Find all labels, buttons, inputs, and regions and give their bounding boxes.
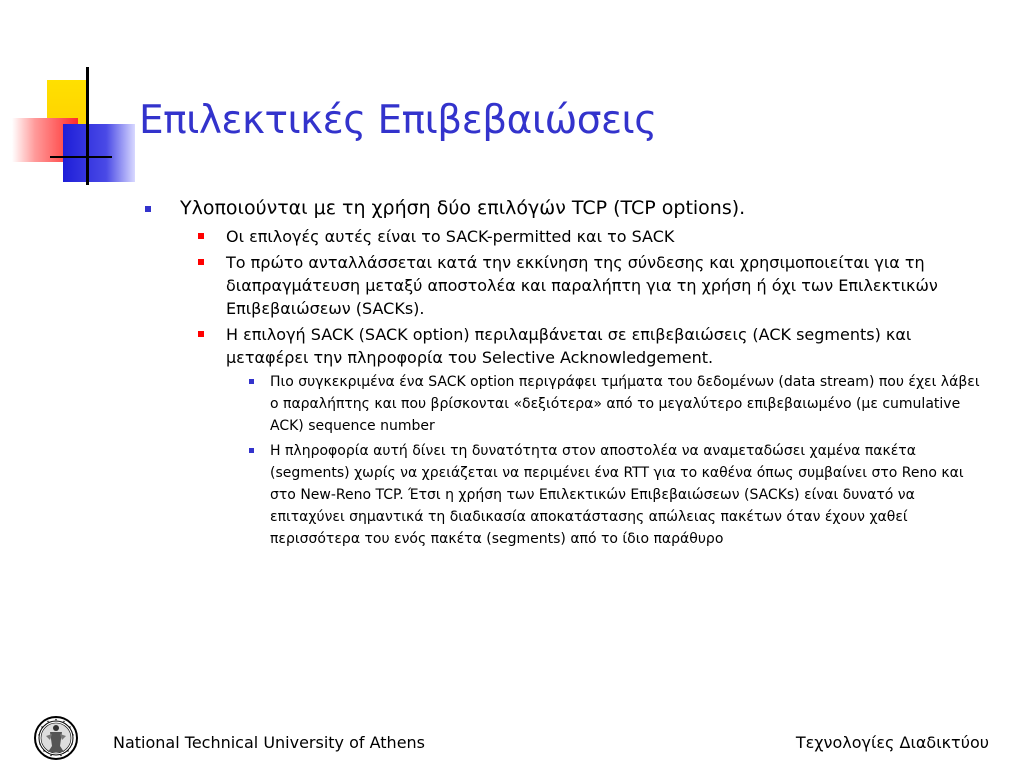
vertical-rule	[86, 67, 89, 185]
bullet-level3	[270, 371, 985, 437]
bullet-square-icon	[198, 259, 204, 265]
ntua-seal-icon	[34, 716, 78, 760]
bullet-level2	[226, 225, 976, 248]
bullet-text: Η πληροφορία αυτή δίνει τη δυνατότητα στον αποστολέα να αναμεταδώσει χαμένα πακέτα (segments) χωρίς να χρειάζεται να περιμένει ένα RTT για το καθένα όπως συμβαίνει στο Reno και στο New-Reno TCP. Έτσι η χρήση των Επιλεκτικών Επιβεβαιώσεων (SACKs) είναι δυνατό να επιταχύνει σημαντικά τη διαδικασία αποκατάστασης απώλειας πακέτων όταν έχουν χαθεί περισσότερα του ενός πακέτα (segments) από το ίδιο παράθυρο	[270, 443, 964, 547]
bullet-level2	[226, 323, 976, 369]
horizontal-rule	[50, 156, 112, 158]
bullet-text: Υλοποιούνται με τη χρήση δύο επιλόγών TCP (TCP options).	[180, 197, 746, 219]
bullet-text: Πιο συγκεκριμένα ένα SACK option περιγράφει τμήματα του δεδομένων (data stream) που έχει λάβει ο παραλήπτης και που βρίσκονται «δεξιότερα» από το μεγαλύτερο επιβεβαιωμένο (με cumulative ACK) sequence number	[270, 374, 980, 434]
bullet-square-icon	[198, 233, 204, 239]
bullet-square-icon	[249, 379, 254, 384]
bullet-text: Οι επιλογές αυτές είναι το SACK-permitted και το SACK	[226, 227, 675, 246]
slide-body	[180, 196, 980, 550]
footer-course: Τεχνολογίες Διαδικτύου	[795, 733, 989, 752]
footer-university: National Technical University of Athens	[113, 733, 426, 752]
blue-square	[63, 124, 135, 182]
title-decoration	[0, 0, 140, 200]
bullet-level3	[270, 440, 985, 550]
bullet-square-icon	[145, 206, 151, 212]
bullet-text: Το πρώτο ανταλλάσσεται κατά την εκκίνηση της σύνδεσης και χρησιμοποιείται για τη διαπραγμάτευση μεταξύ αποστολέα και παραλήπτη για τη χρήση ή όχι των Επιλεκτικών Επιβεβαιώσεων (SACKs).	[226, 253, 938, 318]
slide-title: Επιλεκτικές Επιβεβαιώσεις	[139, 98, 657, 143]
bullet-level2	[226, 251, 976, 320]
bullet-text: Η επιλογή SACK (SACK option) περιλαμβάνεται σε επιβεβαιώσεις (ACK segments) και μεταφέρει την πληροφορία του Selective Acknowledgement.	[226, 325, 912, 367]
bullet-level1	[180, 196, 980, 221]
bullet-square-icon	[249, 448, 254, 453]
bullet-square-icon	[198, 331, 204, 337]
